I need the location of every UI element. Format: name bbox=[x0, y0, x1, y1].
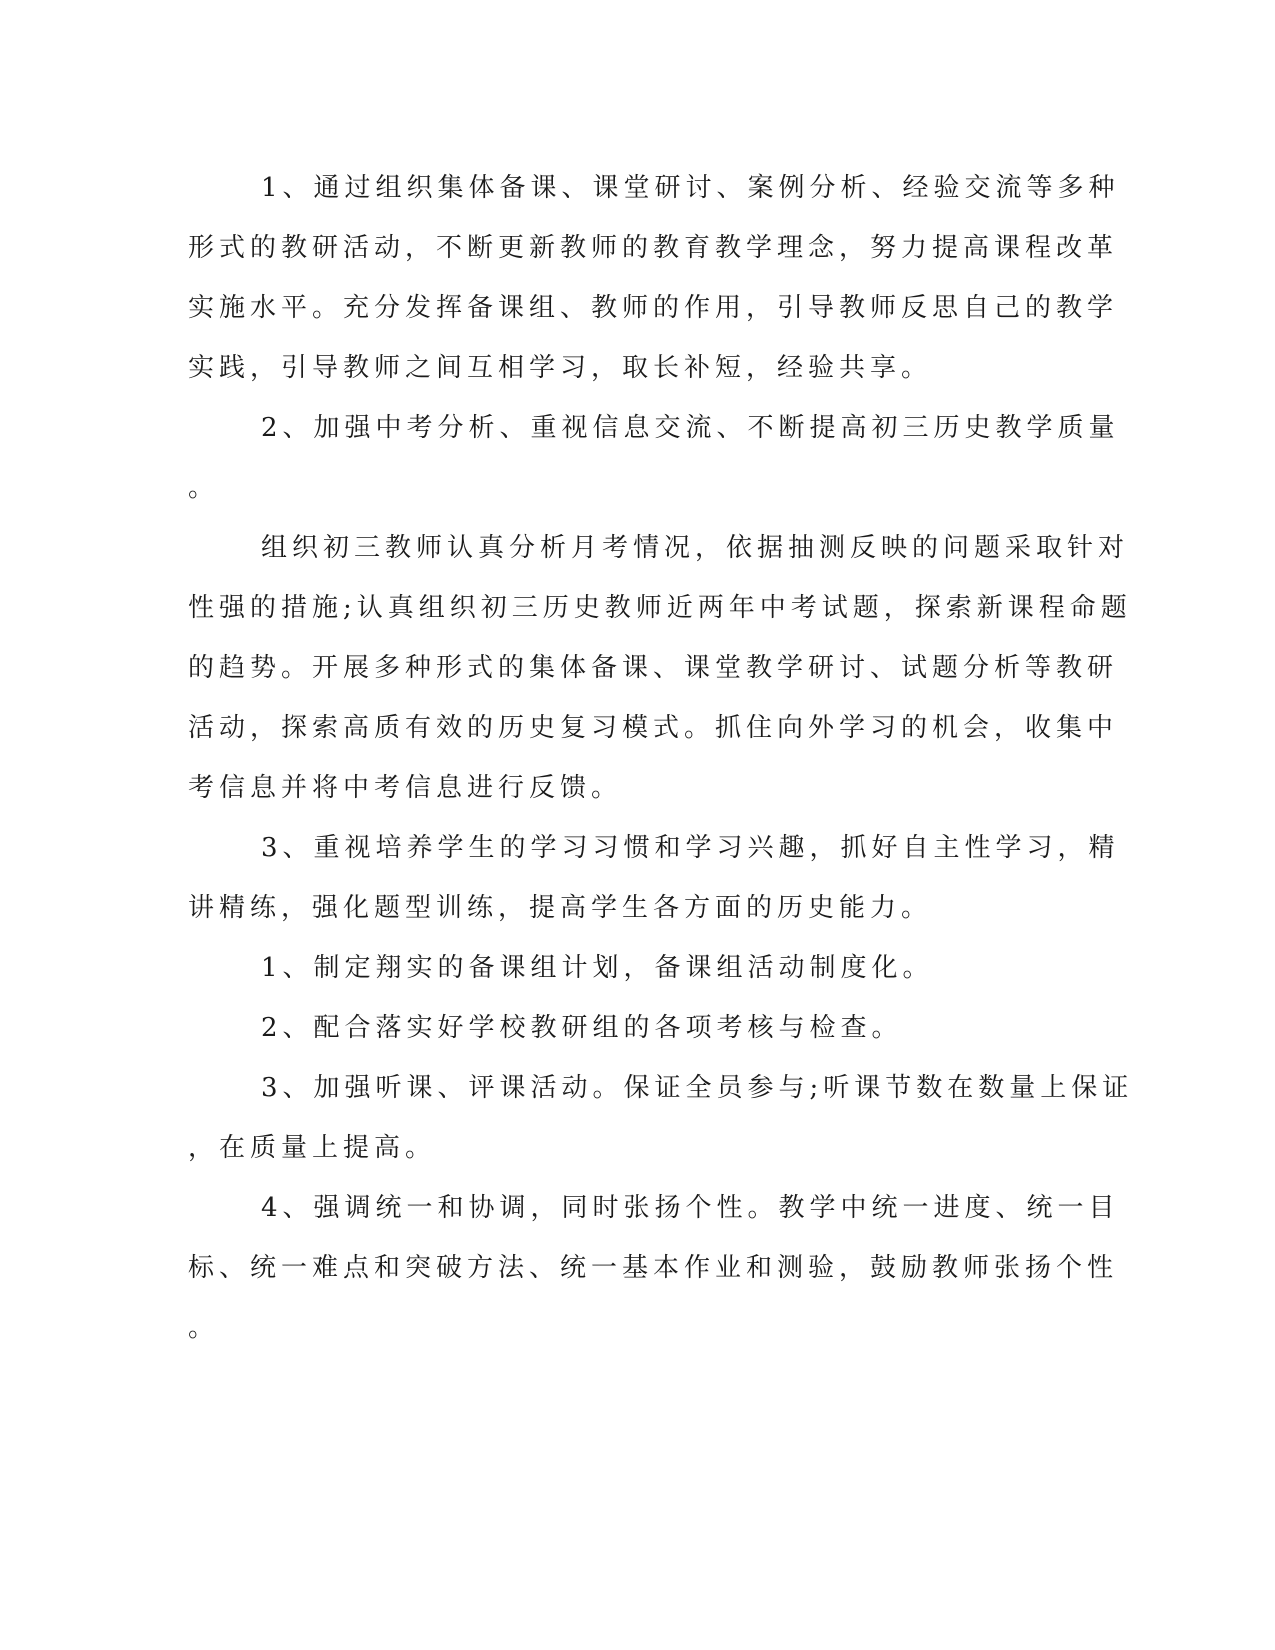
paragraph-1-line-3: 实施水平。充分发挥备课组、教师的作用，引导教师反思自己的教学 bbox=[188, 293, 1119, 323]
paragraph-8-line-3: 。 bbox=[188, 1313, 220, 1343]
paragraph-3-line-4: 活动，探索高质有效的历史复习模式。抓住向外学习的机会，收集中 bbox=[188, 713, 1119, 743]
paragraph-7-line-2: ，在质量上提高。 bbox=[188, 1133, 437, 1163]
paragraph-3-line-1: 组织初三教师认真分析月考情况，依据抽测反映的问题采取针对 bbox=[261, 533, 1130, 563]
paragraph-1-line-4: 实践，引导教师之间互相学习，取长补短，经验共享。 bbox=[188, 353, 933, 383]
paragraph-4-line-1: 3、重视培养学生的学习习惯和学习兴趣，抓好自主性学习，精 bbox=[261, 833, 1120, 863]
paragraph-1-line-1: 1、通过组织集体备课、课堂研讨、案例分析、经验交流等多种 bbox=[261, 173, 1120, 203]
paragraph-4-line-2: 讲精练，强化题型训练，提高学生各方面的历史能力。 bbox=[188, 893, 933, 923]
paragraph-2-line-1: 2、加强中考分析、重视信息交流、不断提高初三历史教学质量 bbox=[261, 413, 1120, 443]
paragraph-3-line-2: 性强的措施;认真组织初三历史教师近两年中考试题，探索新课程命题 bbox=[188, 593, 1132, 623]
paragraph-6-line-1: 2、配合落实好学校教研组的各项考核与检查。 bbox=[261, 1013, 903, 1043]
paragraph-5-line-1: 1、制定翔实的备课组计划，备课组活动制度化。 bbox=[261, 953, 934, 983]
paragraph-2-line-2: 。 bbox=[188, 473, 220, 503]
paragraph-8-line-1: 4、强调统一和协调，同时张扬个性。教学中统一进度、统一目 bbox=[261, 1193, 1120, 1223]
paragraph-3-line-3: 的趋势。开展多种形式的集体备课、课堂教学研讨、试题分析等教研 bbox=[188, 653, 1119, 683]
paragraph-1-line-2: 形式的教研活动，不断更新教师的教育教学理念，努力提高课程改革 bbox=[188, 233, 1119, 263]
paragraph-8-line-2: 标、统一难点和突破方法、统一基本作业和测验，鼓励教师张扬个性 bbox=[188, 1253, 1119, 1283]
paragraph-7-line-1: 3、加强听课、评课活动。保证全员参与;听课节数在数量上保证 bbox=[261, 1073, 1134, 1103]
document-body bbox=[188, 158, 1134, 1358]
paragraph-3-line-5: 考信息并将中考信息进行反馈。 bbox=[188, 773, 623, 803]
